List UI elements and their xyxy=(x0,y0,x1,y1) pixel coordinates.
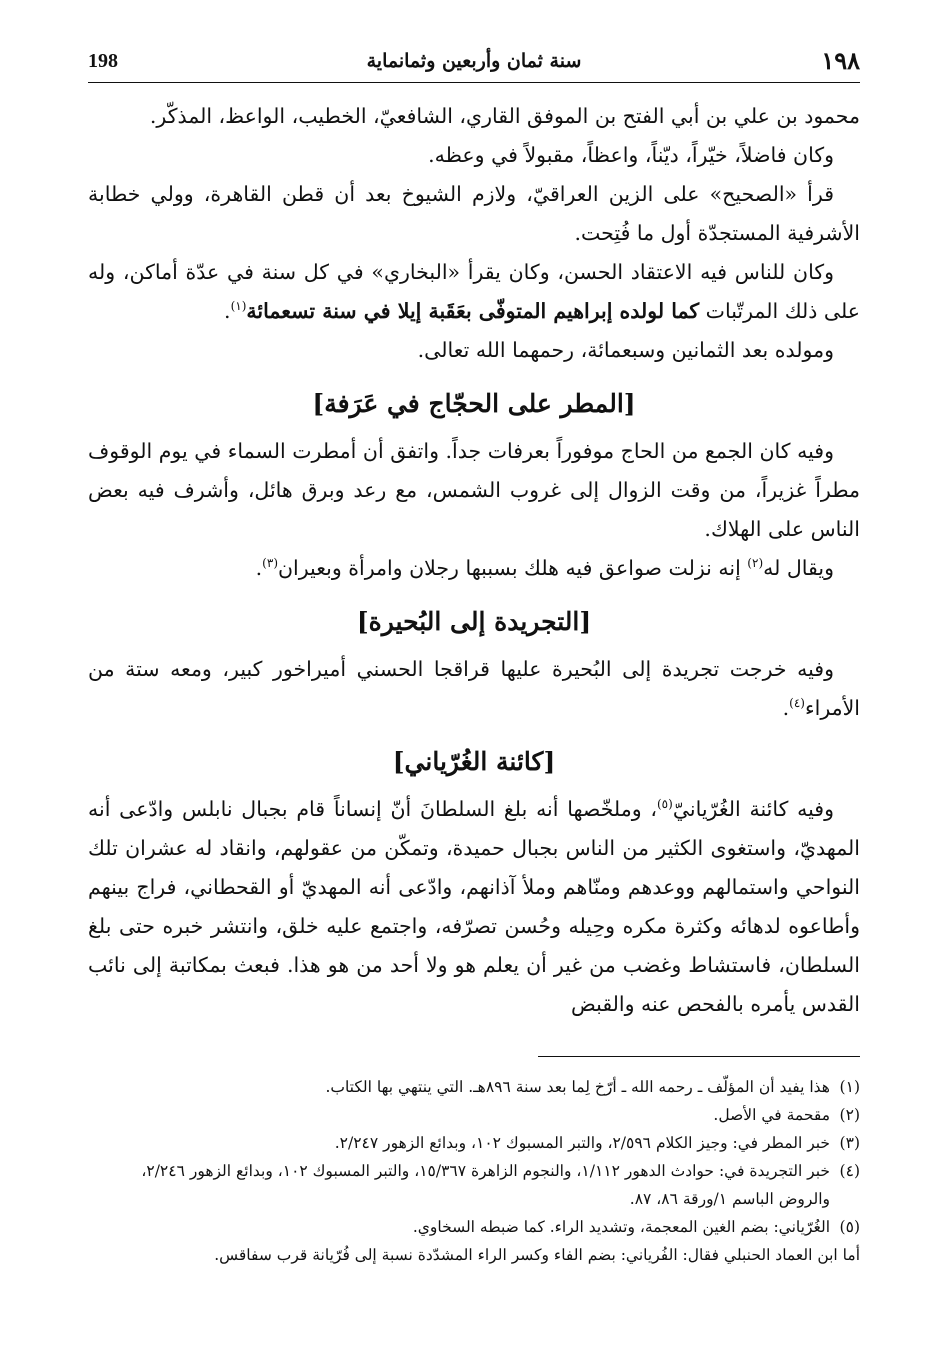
paragraph xyxy=(88,253,860,331)
footnote-number: (٢) xyxy=(839,1106,860,1124)
page-number-latin: 198 xyxy=(88,50,118,72)
paragraph: محمود بن علي بن أبي الفتح بن الموفق القاري، الشافعيّ، الخطيب، الواعظ، المذكّر. xyxy=(149,104,860,128)
paragraph: قرأ «الصحيح» على الزين العراقيّ، ولازم الشيوخ بعد أن قطن القاهرة، وولي خطابة الأشرفية المستجدّة أول ما فُتِحت. xyxy=(88,182,860,245)
paragraph: وفيه كان الجمع من الحاج موفوراً بعرفات جداً. واتفق أن أمطرت السماء في يوم الوقوف مطراً غزيراً، من وقت الزوال إلى غروب الشمس، مع رعد وبرق هائل، وأشرف فيه بعض الناس على الهلاك. xyxy=(88,439,860,541)
footnote-ref: (٣) xyxy=(262,556,278,571)
paragraph-text: وفيه خرجت تجريدة إلى البُحيرة عليها قراقجا الحسني أميراخور كبير، ومعه ستة من الأمراء xyxy=(88,657,860,720)
footnote xyxy=(88,1129,860,1157)
footnote xyxy=(88,1157,860,1213)
footnote-number: (٣) xyxy=(839,1134,860,1152)
section-heading-ghuryani: [كائنة الغُرّياني] xyxy=(392,747,556,776)
paragraph xyxy=(88,650,860,728)
paragraph-end: . xyxy=(224,299,231,323)
main-text xyxy=(88,97,860,1024)
paragraph-text: إنه نزلت صواعق فيه هلك بسببها رجلان وامرأة وبعيران xyxy=(278,556,748,580)
paragraph-text: وكان للناس فيه الاعتقاد الحسن، وكان يقرأ «البخاري» في كل سنة في عدّة أماكن، وله على ذلك المرتّبات xyxy=(88,260,860,323)
footnote-text: أما ابن العماد الحنبلي فقال: الفُرياني: بضم الفاء وكسر الراء المشدّدة نسبة إلى فُرّيانة قرب سفاقس. xyxy=(214,1246,860,1264)
paragraph xyxy=(88,549,860,588)
footnote xyxy=(88,1101,860,1129)
footnote-ref: (١) xyxy=(230,299,247,314)
section-heading-rain: [المطر على الحجّاج في عَرَفة] xyxy=(312,389,636,418)
page-number-arabic: ١٩٨ xyxy=(821,46,860,75)
footnote-separator xyxy=(538,1056,860,1057)
paragraph-text: ، وملخّصها أنه بلغ السلطانَ أنّ إنساناً قام بجبال نابلس وادّعى أنه المهديّ، واستغوى الكثير من الناس بجبال حميدة، وتمكّن من عقولهم، وانقاد له عشران تلك النواحي واستمالهم ووعدهم ومنّاهم وملأ آذانهم، وادّعى أنه المهديّ أو القحطاني، فراج بينهم وأطاعوه لدهائه وكثرة مكره وحِيله وحُسن تصرّفه، واجتمع عليه خلق، وانتشر خبره حتى بلغ السلطان، فاستشاط وغضب من غير أن يعلم هو ولا أحد من هو هذا. فبعث بمكاتبة إلى نائب القدس يأمره بالفحص عنه والقبض xyxy=(88,797,860,1016)
footnote-text: هذا يفيد أن المؤلّف ـ رحمه الله ـ أرّخ لِما بعد سنة ٨٩٦هـ. التي ينتهي بها الكتاب. xyxy=(325,1078,830,1096)
footnote xyxy=(88,1213,860,1241)
footnote-number: (٤) xyxy=(839,1162,860,1180)
paragraph-end: . xyxy=(255,556,263,580)
book-page xyxy=(88,40,860,1340)
footnote-text: مقحمة في الأصل. xyxy=(713,1106,830,1124)
paragraph xyxy=(88,790,860,1024)
paragraph: وكان فاضلاً، خيّراً، ديّناً، واعظاً، مقبولاً في وعظه. xyxy=(428,143,834,167)
footnote-text: خبر المطر في: وجيز الكلام ٢/٥٩٦، والتبر المسبوك ١٠٢، وبدائع الزهور ٢/٢٤٧. xyxy=(334,1134,830,1152)
section-heading-expedition: [التجريدة إلى البُحيرة] xyxy=(356,607,592,636)
paragraph-end: . xyxy=(782,696,790,720)
footnote-ref: (٥) xyxy=(656,797,673,812)
footnote-number: (١) xyxy=(839,1078,860,1096)
page-header xyxy=(88,40,860,83)
bold-phrase: كما لولده إبراهيم المتوفّى بعَقَبة إيلا في سنة تسعمائة xyxy=(246,299,700,323)
footnote-text: خبر التجريدة في: حوادث الدهور ١/١١٢، والنجوم الزاهرة ١٥/٣٦٧، والتبر المسبوك ١٠٢، وبدائع الزهور ٢/٢٤٦، والروض الباسم ١/ورقة ٨٦، ٨٧. xyxy=(141,1162,830,1208)
footnote-ref: (٢) xyxy=(747,556,764,571)
footnotes xyxy=(88,1073,860,1269)
paragraph: ومولده بعد الثمانين وسبعمائة، رحمهما الله تعالى. xyxy=(417,338,834,362)
footnote-text: الغُرّياني: بضم الغين المعجمة، وتشديد الراء. كما ضبطه السخاوي. xyxy=(412,1218,830,1236)
running-title: سنة ثمان وأربعين وثمانماية xyxy=(366,50,582,72)
footnote-ref: (٤) xyxy=(789,696,805,711)
paragraph-text: ويقال له xyxy=(763,556,834,580)
paragraph-text: وفيه كائنة الغُرّيانيّ xyxy=(672,797,834,821)
footnote xyxy=(88,1073,860,1101)
footnote-number: (٥) xyxy=(839,1218,860,1236)
footnote-continuation xyxy=(88,1241,860,1269)
